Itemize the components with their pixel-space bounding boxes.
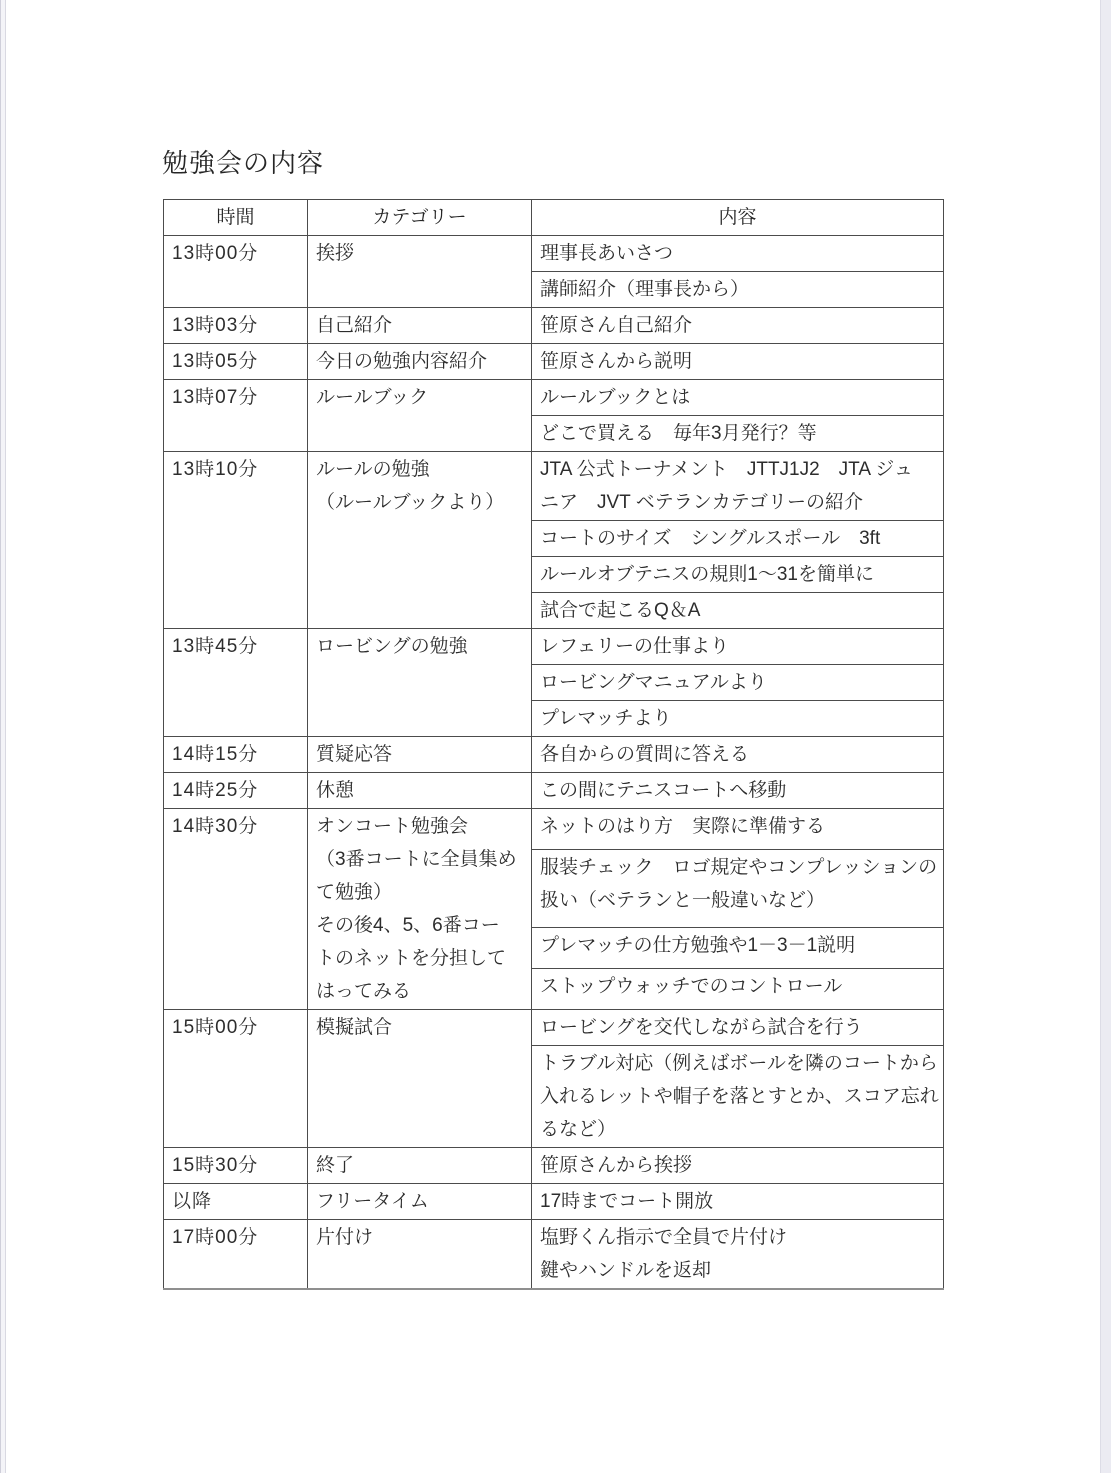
category-cell: [308, 809, 532, 1010]
content-line: 扱い（ベテランと一般違いなど）: [540, 889, 826, 911]
content-cell: [532, 1184, 944, 1220]
time-cell: 13時07分: [164, 380, 308, 452]
time-cell: 13時00分: [164, 236, 308, 308]
category-cell: [308, 452, 532, 629]
time-cell: 13時10分: [164, 452, 308, 629]
category-line: フリータイム: [316, 1191, 429, 1212]
category-line: その後4、5、6番コー: [316, 915, 500, 936]
content-line: ネットのはり方 実際に準備する: [540, 816, 826, 837]
table-row: [164, 308, 944, 344]
schedule-table-container: [163, 199, 944, 1290]
category-line: 終了: [316, 1155, 355, 1176]
content-cell: [532, 773, 944, 809]
content-line: ロービングを交代しながら試合を行う: [540, 1017, 863, 1038]
category-cell: [308, 236, 532, 308]
time-cell: 15時00分: [164, 1010, 308, 1148]
time-cell: 14時15分: [164, 737, 308, 773]
content-cell: [532, 521, 944, 557]
content-cell: [532, 452, 944, 521]
time-cell: 14時25分: [164, 773, 308, 809]
content-cell: [532, 701, 944, 737]
category-cell: [308, 1220, 532, 1290]
table-row: [164, 1148, 944, 1184]
category-cell: [308, 737, 532, 773]
content-line: 理事長あいさつ: [540, 243, 674, 264]
content-cell: [532, 665, 944, 701]
category-cell: [308, 629, 532, 737]
content-line: トラブル対応（例えばボールを隣のコートから: [540, 1053, 938, 1074]
category-line: ロービングの勉強: [316, 636, 468, 657]
content-cell: [532, 272, 944, 308]
time-cell: 15時30分: [164, 1148, 308, 1184]
category-line: ルールブック: [316, 387, 429, 408]
category-line: て勉強）: [316, 882, 393, 903]
category-line: 片付け: [316, 1227, 374, 1248]
schedule-table: [163, 199, 944, 1290]
table-row: [164, 737, 944, 773]
table-row: [164, 773, 944, 809]
time-cell: 13時03分: [164, 308, 308, 344]
content-line: 入れるレットや帽子を落とすとか、スコア忘れ: [540, 1086, 939, 1107]
table-row: [164, 809, 944, 850]
content-line: ロービングマニュアルより: [540, 672, 767, 693]
category-cell: [308, 380, 532, 452]
content-line: ニア JVT ベテランカテゴリーの紹介: [540, 492, 863, 513]
content-line: プレマッチより: [540, 708, 672, 729]
content-cell: [532, 1046, 944, 1148]
content-cell: [532, 593, 944, 629]
category-line: 模擬試合: [316, 1017, 393, 1038]
category-line: 質疑応答: [316, 744, 393, 765]
category-cell: [308, 1184, 532, 1220]
content-line: JTA 公式トーナメント JTTJ1J2 JTA ジュ: [540, 459, 913, 480]
table-row: [164, 452, 944, 521]
content-line: 鍵やハンドルを返却: [540, 1260, 712, 1281]
category-cell: [308, 344, 532, 380]
category-line: オンコート勉強会: [316, 816, 469, 837]
table-row: [164, 380, 944, 416]
content-cell: [532, 1220, 944, 1290]
content-cell: [532, 557, 944, 593]
content-line: ストップウォッチでのコントロール: [540, 976, 843, 998]
content-cell: [532, 380, 944, 416]
category-line: ルールの勉強: [316, 459, 430, 480]
content-line: 笹原さんから説明: [540, 351, 693, 372]
content-line: レフェリーの仕事より: [540, 636, 730, 657]
category-line: 今日の勉強内容紹介: [316, 351, 488, 372]
category-line: はってみる: [316, 981, 412, 1002]
time-cell: 17時00分: [164, 1220, 308, 1290]
time-cell: 13時45分: [164, 629, 308, 737]
left-edge-strip: [0, 0, 6, 1473]
content-line: どこで買える 毎年3月発行？等: [540, 423, 817, 444]
table-row: [164, 629, 944, 665]
content-line: るなど）: [540, 1119, 617, 1140]
content-line: 服装チェック ロゴ規定やコンプレッションの: [540, 856, 938, 878]
content-cell: [532, 629, 944, 665]
content-line: プレマッチの仕方勉強や1－3－1説明: [540, 935, 856, 957]
content-line: この間にテニスコートへ移動: [540, 780, 787, 801]
content-cell: [532, 1010, 944, 1046]
content-line: コートのサイズ シングルスポール 3ft: [540, 528, 881, 549]
category-cell: [308, 773, 532, 809]
content-cell: [532, 308, 944, 344]
time-cell: 14時30分: [164, 809, 308, 1010]
category-cell: [308, 308, 532, 344]
content-cell: [532, 969, 944, 1010]
content-line: 塩野くん指示で全員で片付け: [540, 1227, 788, 1248]
content-cell: [532, 809, 944, 850]
col-header-time: 時間: [164, 200, 308, 236]
table-row: [164, 236, 944, 272]
page-title: 勉強会の内容: [162, 148, 325, 178]
category-line: 自己紹介: [316, 315, 393, 336]
content-cell: [532, 737, 944, 773]
time-cell: 以降: [164, 1184, 308, 1220]
content-cell: [532, 236, 944, 272]
content-line: 17時までコート開放: [540, 1191, 714, 1212]
content-line: 講師紹介（理事長から）: [540, 279, 750, 300]
content-cell: [532, 416, 944, 452]
table-row: [164, 1184, 944, 1220]
category-line: （3番コートに全員集め: [316, 849, 517, 870]
category-cell: [308, 1148, 532, 1184]
right-edge-strip: [1100, 0, 1111, 1473]
col-header-content: 内容: [532, 200, 944, 236]
content-cell: [532, 1148, 944, 1184]
table-row: [164, 344, 944, 380]
content-line: 試合で起こるQ＆A: [540, 600, 701, 621]
content-cell: [532, 344, 944, 380]
time-cell: 13時05分: [164, 344, 308, 380]
header-row: [164, 200, 944, 236]
table-row: [164, 1220, 944, 1290]
category-line: （ルールブックより）: [316, 492, 505, 513]
table-row: [164, 1010, 944, 1046]
content-cell: [532, 928, 944, 969]
content-line: 笹原さんから挨拶: [540, 1155, 693, 1176]
content-cell: [532, 849, 944, 927]
content-line: ルールブックとは: [540, 387, 691, 408]
category-line: トのネットを分担して: [316, 948, 507, 969]
content-line: 笹原さん自己紹介: [540, 315, 693, 336]
content-line: ルールオブテニスの規則1〜31を簡単に: [540, 564, 874, 585]
category-line: 挨拶: [316, 243, 355, 264]
category-cell: [308, 1010, 532, 1148]
category-line: 休憩: [316, 780, 355, 801]
content-line: 各自からの質問に答える: [540, 744, 750, 765]
col-header-category: カテゴリー: [308, 200, 532, 236]
